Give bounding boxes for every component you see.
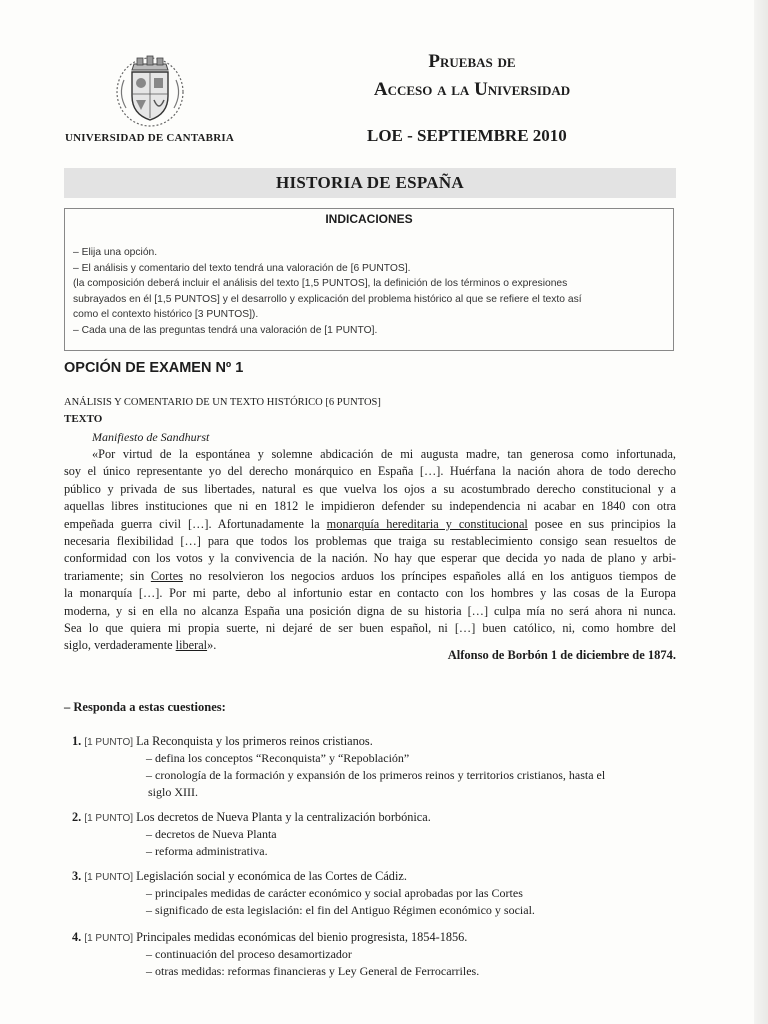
indications-heading: INDICACIONES [325,212,413,226]
quote-line: Sea lo que quiera mi propia suerte, ni dejaré de ser buen español, ni […] buen católico, ni, como hombre del [64,621,676,636]
question-subitem: – continuación del proceso desamortizador [146,947,352,961]
text-signature: Alfonso de Borbón 1 de diciembre de 1874. [447,648,676,662]
exam-session: LOE - SEPTIEMBRE 2010 [367,126,567,145]
quote-segment: trariamente; sin [64,568,151,583]
question-points: [1 PUNTO] [84,933,134,944]
indications-list [73,245,667,338]
indication-line: subrayados en él [1,5 PUNTOS] y el desarrollo y explicación del problema histórico al que se refiere el texto así [73,293,582,305]
question-points: [1 PUNTO] [84,813,134,824]
question-number: 3. [72,869,82,883]
question-number: 2. [72,810,82,824]
title-line-1: Pruebas de [428,51,516,72]
quote-line: aquellas libres instituciones que ni en 1812 le impidieron defender su independencia ni acabar en 1840 con otra [64,499,676,514]
question-points: [1 PUNTO] [84,872,134,883]
question-3 [72,869,407,884]
exam-title-block [332,48,612,104]
quote-line: la monarquía […]. Por mi parte, debo al infortunio estar en contacto con los hombres y las cosas de la Europa [64,586,676,601]
quote-line: público y privada de sus libertades, natural es que vuelva los ojos a su acostumbrado derecho constitucional y a [64,481,676,496]
historical-text [64,446,676,655]
underlined-term: liberal [175,638,208,653]
question-text: Principales medidas económicas del bienio progresista, 1854-1856. [136,930,468,944]
question-number: 4. [72,930,82,944]
question-subitem: – decretos de Nueva Planta [146,827,277,841]
quote-line: moderna, y si en ella no alcanza España una posición digna de su historia […] culpa mía no será ahora ni nunca. [64,603,676,618]
quote-line: necesaria flexibilidad […] para que todos los problemas que traiga su restablecimiento consigo sean resueltos de [64,534,676,549]
indication-line: (la composición deberá incluir el análisis del texto [1,5 PUNTOS], la definición de los términos o expresiones [73,278,568,289]
question-number: 1. [72,734,82,748]
question-subitem: – otras medidas: reformas financieras y Ley General de Ferrocarriles. [146,964,480,978]
underlined-term: Cortes [150,568,183,583]
quote-line: conformidad con los votos y la convivencia de la nación. No hay que esperar que decida yo nada de plano y arbi- [64,551,676,566]
texto-label: TEXTO [64,413,103,425]
quote-line [64,516,676,533]
question-1 [72,734,373,749]
page-edge [754,0,768,1024]
indications-box [64,208,674,351]
title-line-2: Acceso a la Universidad [373,79,571,100]
quote-line [64,568,676,585]
quote-segment: no resolvieron los negocios arduos los príncipes españoles allá en los antiguos tiempos de [182,568,676,583]
quote-line: «Por virtud de la espontánea y solemne abdicación de mi augusta madre, tan generosa como infortunada, [92,447,676,461]
indication-line: – Elija una opción. [73,247,158,258]
university-logo-block [62,50,237,144]
questions-heading: – Responda a estas cuestiones: [64,700,226,714]
question-subitem: – cronología de la formación y expansión de los primeros reinos y territorios cristianos, hasta el [146,768,606,782]
question-points: [1 PUNTO] [84,737,134,748]
indication-line: como el contexto histórico [3 PUNTOS]). [73,309,259,320]
question-subitem: – principales medidas de carácter económico y social aprobadas por las Cortes [146,886,523,900]
underlined-term: monarquía hereditaria y constitucional [326,516,528,531]
option-heading: OPCIÓN DE EXAMEN Nº 1 [64,360,244,376]
question-subitem: – significado de esta legislación: el fin del Antiguo Régimen económico y social. [146,903,535,917]
quote-segment: ». [207,638,217,653]
quote-segment: siglo, verdaderamente [64,638,176,653]
quote-segment: empeñada guerra civil […]. Afortunadamente la [64,516,327,531]
quote-segment: posee en sus principios la [527,516,676,531]
question-text: La Reconquista y los primeros reinos cristianos. [136,734,373,748]
question-4 [72,930,467,945]
quote-line: soy el único representante yo del derecho monárquico en España […]. Huérfana la nación ahora de todo derecho [64,464,676,479]
question-subitem: – reforma administrativa. [146,844,268,858]
university-crest-icon [110,50,190,130]
analysis-heading: ANÁLISIS Y COMENTARIO DE UN TEXTO HISTÓRICO [6 PUNTOS] [64,397,381,408]
indication-line: – Cada una de las preguntas tendrá una valoración de [1 PUNTO]. [73,324,378,336]
question-text: Legislación social y económica de las Cortes de Cádiz. [136,869,407,883]
university-name: UNIVERSIDAD DE CANTABRIA [64,132,234,144]
question-subitem: siglo XIII. [148,785,198,799]
question-2 [72,810,431,825]
manifesto-title: Manifiesto de Sandhurst [92,430,210,444]
question-subitem: – defina los conceptos “Reconquista” y “Repoblación” [146,751,410,765]
subject-title: HISTORIA DE ESPAÑA [64,168,676,198]
indication-line: – El análisis y comentario del texto tendrá una valoración de [6 PUNTOS]. [73,262,411,274]
question-text: Los decretos de Nueva Planta y la centralización borbónica. [136,810,431,824]
